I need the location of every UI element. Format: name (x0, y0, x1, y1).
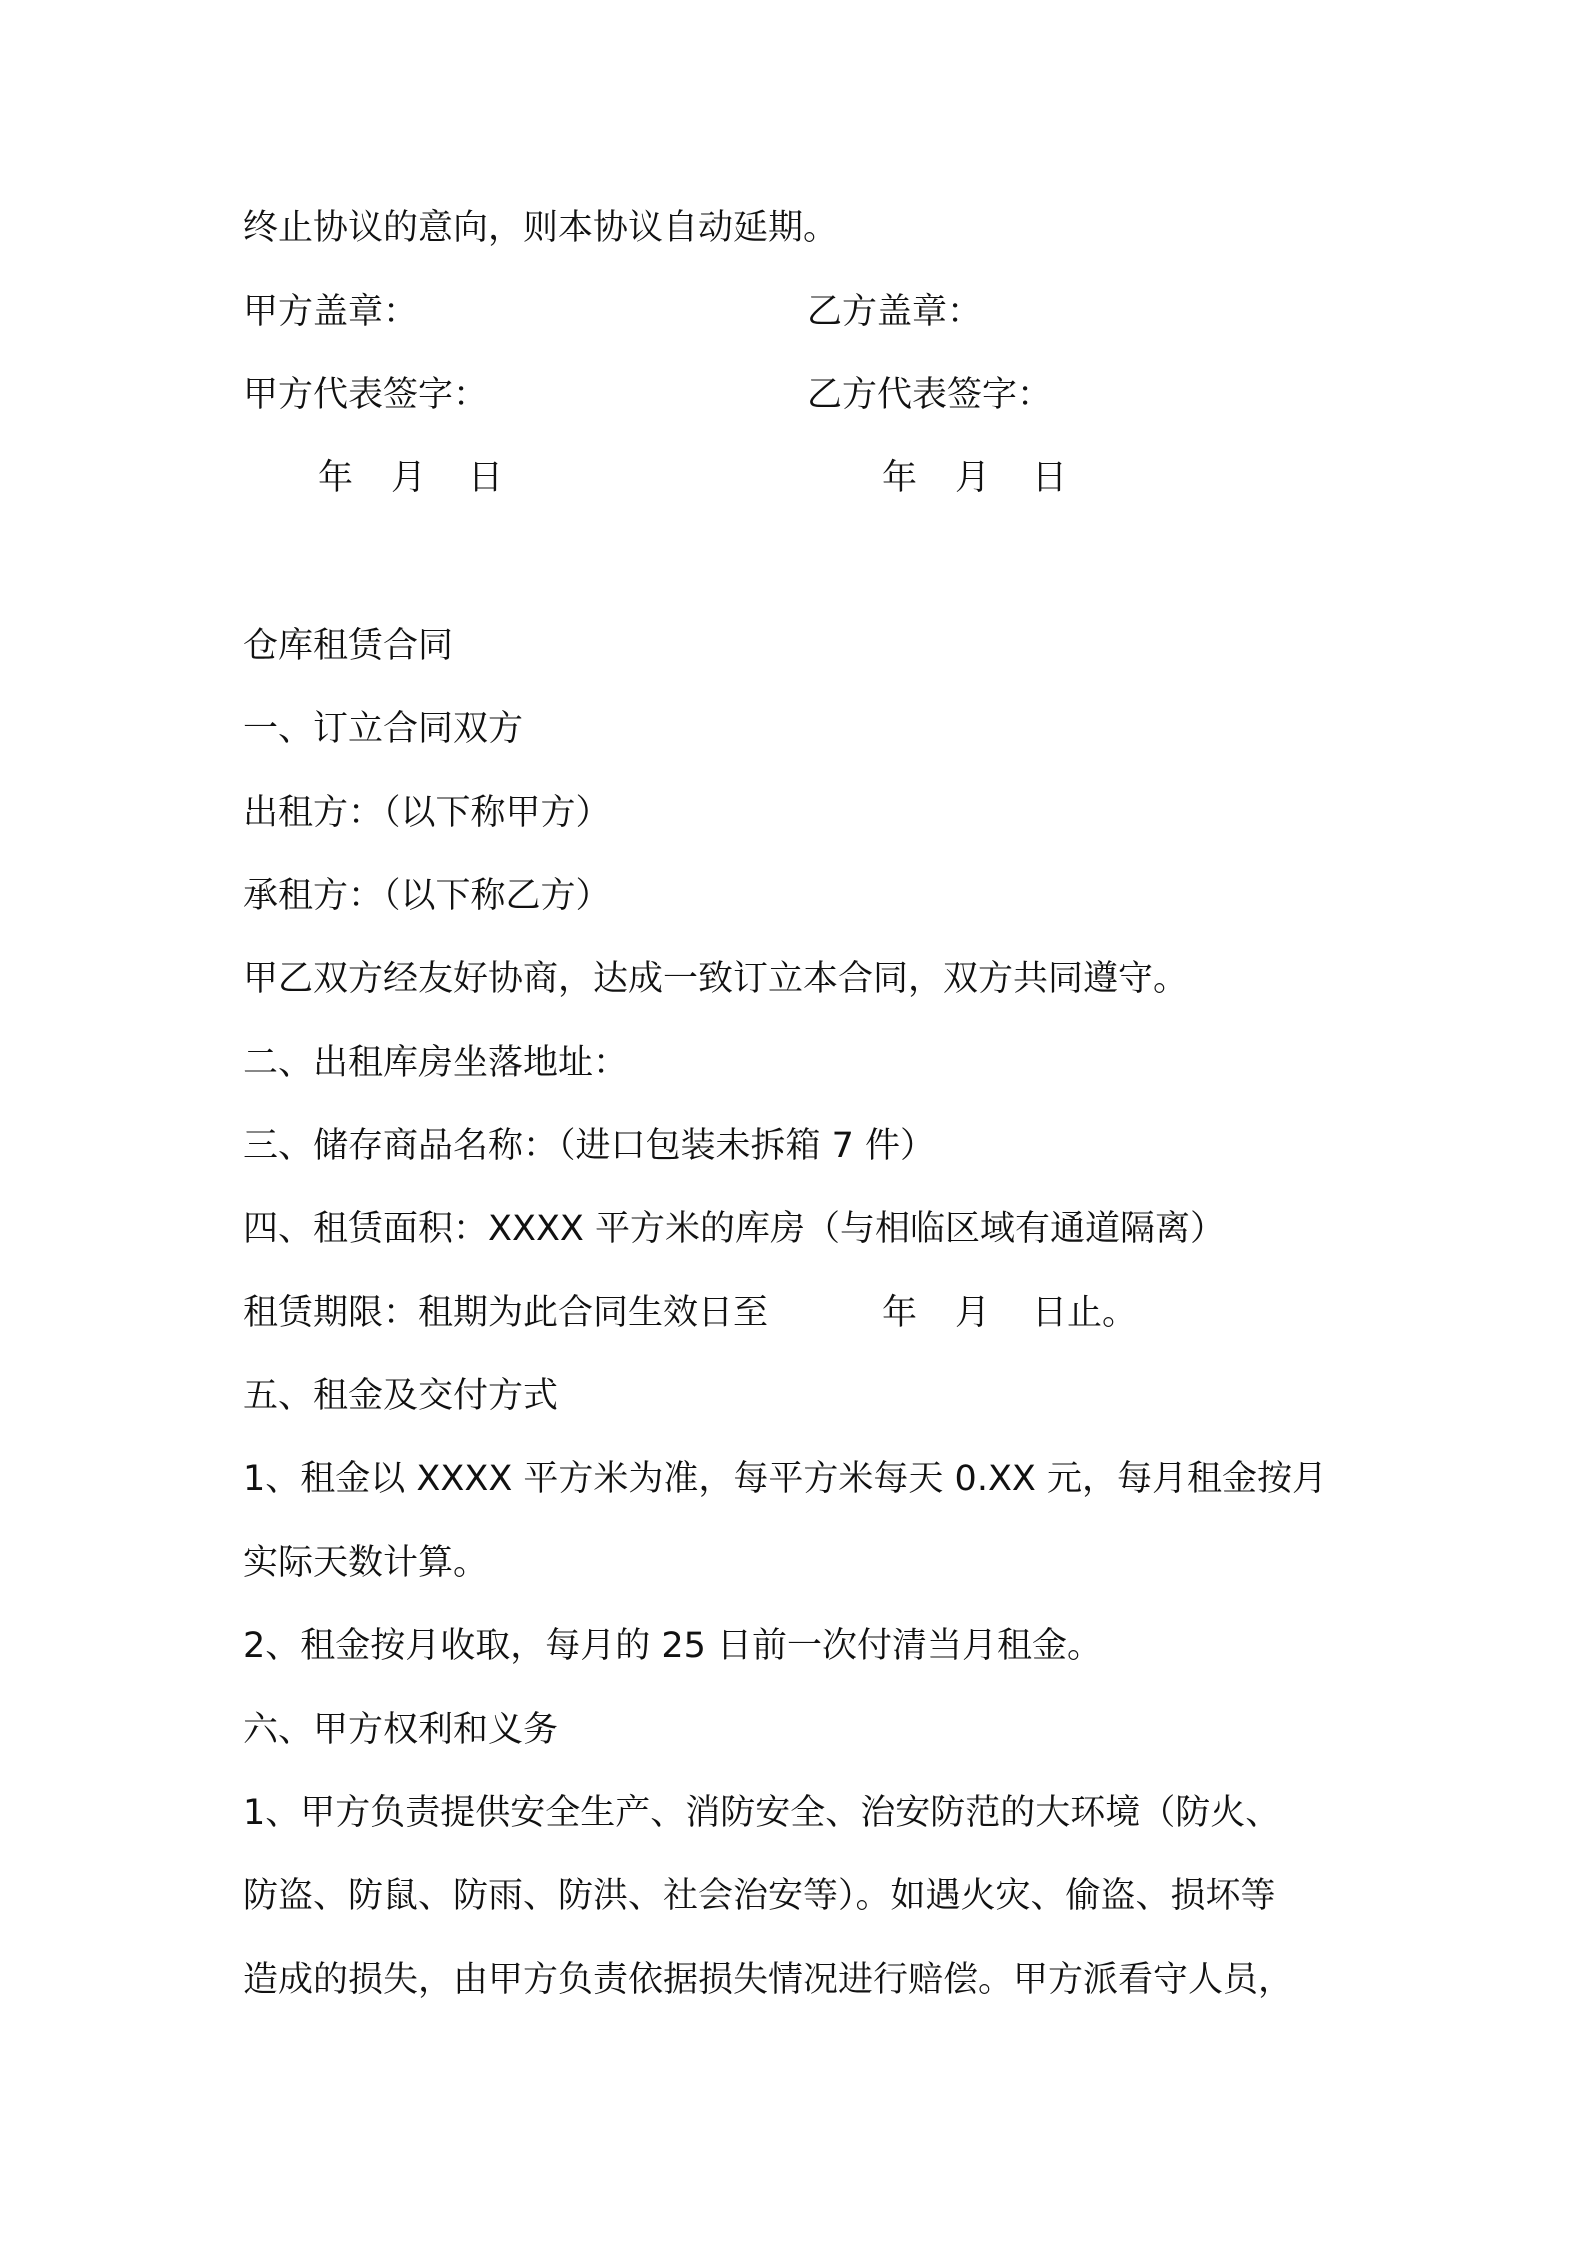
lease-term-prefix: 租赁期限：租期为此合同生效日至 (243, 1293, 769, 1333)
party-b-rep-label: 乙方代表签字： (807, 375, 1053, 415)
lease-term-month: 月 (955, 1293, 991, 1333)
section-4-line: 四、租赁面积：XXXX 平方米的库房（与相临区域有通道隔离） (243, 1209, 1226, 1249)
rent-item-1-line-1: 1、租金以 XXXX 平方米为准，每平方米每天 0.XX 元，每月租金按月 (243, 1459, 1328, 1499)
rent-item-2-line: 2、租金按月收取，每月的 25 日前一次付清当月租金。 (243, 1626, 1103, 1666)
duty-1-line-2: 防盗、防鼠、防雨、防洪、社会治安等）。如遇火灾、偷盗、损坏等 (243, 1876, 1276, 1916)
agreement-line: 甲乙双方经友好协商，达成一致订立本合同，双方共同遵守。 (243, 959, 1189, 999)
lessor-line: 出租方：（以下称甲方） (243, 793, 611, 833)
contract-title: 仓库租赁合同 (243, 626, 454, 666)
lease-term-year: 年 (882, 1293, 918, 1333)
party-a-rep-label: 甲方代表签字： (243, 375, 489, 415)
date-day: 日 (468, 458, 504, 498)
party-b-seal-label: 乙方盖章： (807, 292, 983, 332)
section-2-line: 二、出租库房坐落地址： (243, 1043, 629, 1083)
date-year: 年 (318, 458, 354, 498)
continuation-text: 终止协议的意向，则本协议自动延期。 (243, 208, 839, 248)
rent-item-1-line-2: 实际天数计算。 (243, 1543, 489, 1583)
duty-1-line-1: 1、甲方负责提供安全生产、消防安全、治安防范的大环境（防火、 (243, 1793, 1281, 1833)
date-month: 月 (955, 458, 991, 498)
lessee-line: 承租方：（以下称乙方） (243, 876, 611, 916)
signature-seal-row (243, 290, 1363, 334)
section-5-heading: 五、租金及交付方式 (243, 1376, 559, 1416)
date-month: 月 (391, 458, 427, 498)
date-day: 日 (1032, 458, 1068, 498)
party-a-seal-label: 甲方盖章： (243, 292, 419, 332)
date-year: 年 (882, 458, 918, 498)
lease-term-suffix: 日止。 (1032, 1293, 1138, 1333)
lease-term-line (243, 1291, 1363, 1335)
section-6-heading: 六、甲方权利和义务 (243, 1710, 559, 1750)
duty-1-line-3: 造成的损失，由甲方负责依据损失情况进行赔偿。甲方派看守人员， (243, 1960, 1294, 2000)
section-1-heading: 一、订立合同双方 (243, 709, 524, 749)
signature-rep-row (243, 373, 1363, 417)
section-3-line: 三、储存商品名称：（进口包装未拆箱 7 件） (243, 1126, 936, 1166)
